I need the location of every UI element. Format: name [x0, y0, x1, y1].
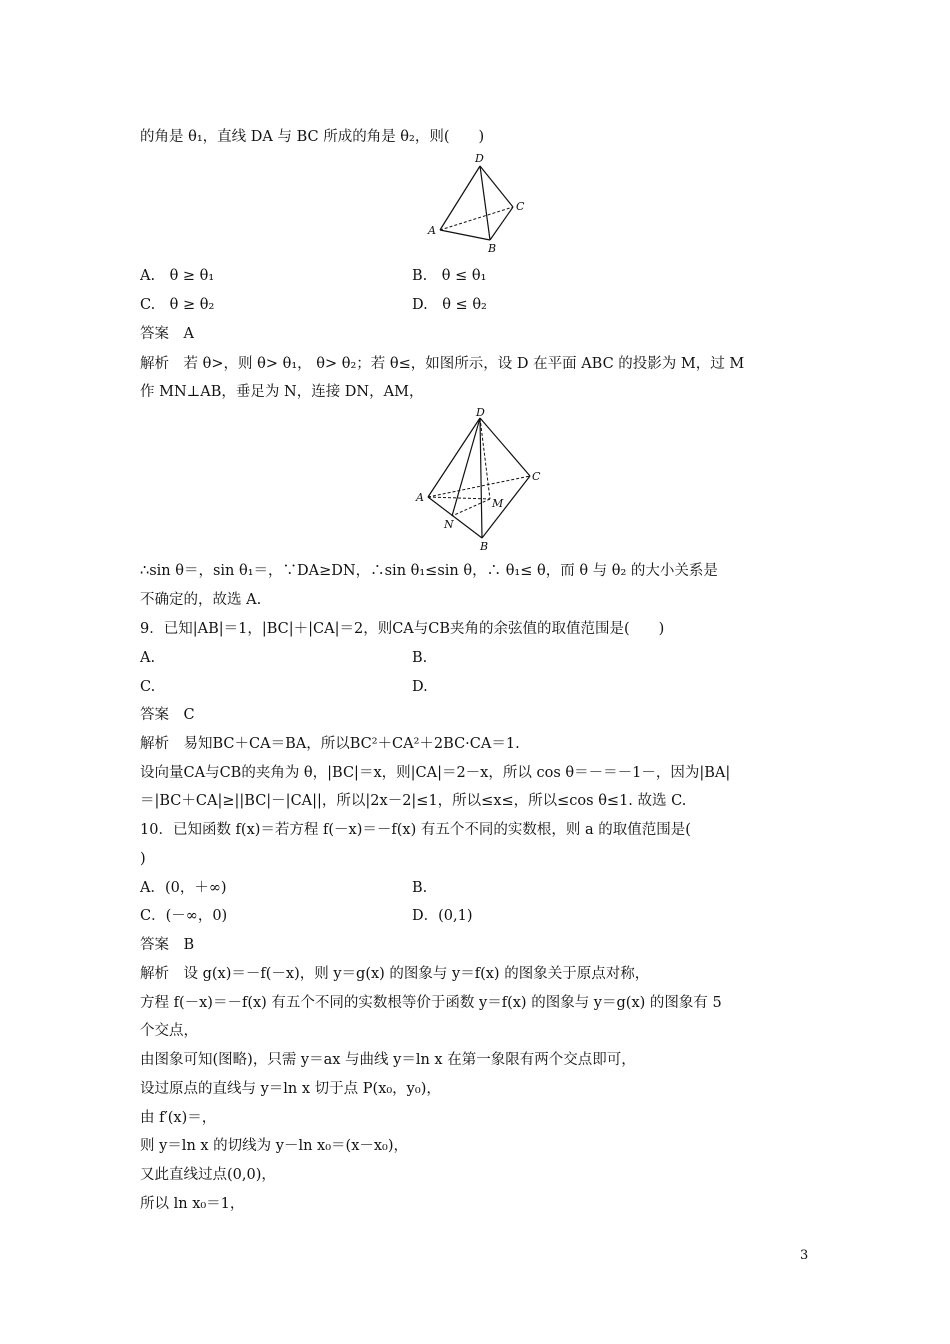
edge-AB: [428, 497, 482, 538]
text-line: 的角是 θ₁，直线 DA 与 BC 所成的角是 θ₂，则( ): [140, 129, 485, 145]
label-C: C: [532, 470, 541, 483]
edge-DB: [480, 418, 482, 538]
solution-line: ∴sin θ＝，sin θ₁＝，∵DA≥DN，∴sin θ₁≤sin θ，∴ θ₁≤ θ，而 θ 与 θ₂ 的大小关系是: [140, 563, 718, 579]
answer: 答案 B: [140, 937, 195, 953]
option-D: D．(0,1): [412, 908, 473, 924]
option-C: C．(－∞，0): [140, 908, 228, 924]
option-D: D.: [412, 679, 428, 695]
solution-line: 由 f′(x)＝，: [140, 1110, 217, 1126]
page-number: 3: [800, 1248, 809, 1263]
solution-line: 个交点，: [140, 1023, 198, 1039]
solution-line: 由图象可知(图略)，只需 y＝ax 与曲线 y＝ln x 在第一象限有两个交点即可，: [140, 1052, 636, 1068]
option-C: C. θ ≥ θ₂: [140, 297, 215, 313]
edge-AC-dashed: [428, 476, 530, 497]
label-D: D: [475, 152, 484, 165]
solution-line: 不确定的，故选 A.: [140, 592, 262, 608]
edge-DA: [428, 418, 480, 497]
option-C: C.: [140, 679, 156, 695]
solution-line: 解析 若 θ>，则 θ> θ₁， θ> θ₂；若 θ≤，如图所示，设 D 在平面 ABC 的投影为 M，过 M: [140, 356, 745, 372]
label-M: M: [492, 497, 504, 510]
label-A: A: [416, 491, 424, 504]
question-10: 10．已知函数 f(x)＝若方程 f(－x)＝－f(x) 有五个不同的实数根，则 a 的取值范围是(: [140, 822, 691, 838]
edge-DC: [480, 418, 530, 476]
edge-DA: [440, 166, 480, 230]
tetrahedron-projection-figure: [410, 404, 550, 554]
label-A: A: [428, 224, 436, 237]
solution-line: ＝|BC＋CA|≥||BC|－|CA||，所以|2x－2|≤1，所以≤x≤，所以≤cos θ≤1. 故选 C.: [140, 793, 687, 809]
edge-BC: [490, 207, 513, 240]
solution-line: 设过原点的直线与 y＝ln x 切于点 P(x₀，y₀)，: [140, 1081, 441, 1097]
edge-MN-dashed: [452, 499, 490, 516]
label-D: D: [476, 406, 485, 419]
solution-line: 所以 ln x₀＝1，: [140, 1196, 245, 1212]
solution-line: 解析 设 g(x)＝－f(－x)，则 y＝g(x) 的图象与 y＝f(x) 的图象关于原点对称，: [140, 966, 650, 982]
solution-line: 作 MN⊥AB，垂足为 N，连接 DN，AM，: [140, 384, 424, 400]
answer: 答案 A: [140, 326, 194, 342]
solution-line: 又此直线过点(0,0)，: [140, 1167, 276, 1183]
option-A: A．(0，＋∞): [140, 880, 227, 896]
solution-line: 则 y＝ln x 的切线为 y－ln x₀＝(x－x₀)，: [140, 1138, 409, 1154]
edge-AM-dashed: [428, 497, 490, 499]
option-A: A. θ ≥ θ₁: [140, 268, 215, 284]
solution-line: 解析 易知BC＋CA＝BA，所以BC²＋CA²＋2BC·CA＝1.: [140, 736, 520, 752]
option-D: D. θ ≤ θ₂: [412, 297, 487, 313]
question-10-cont: ): [140, 851, 146, 867]
edge-AB: [440, 230, 490, 240]
label-N: N: [444, 518, 454, 531]
label-C: C: [516, 200, 525, 213]
label-B: B: [480, 540, 489, 553]
question-9: 9．已知|AB|＝1，|BC|＋|CA|＝2，则CA与CB夹角的余弦值的取值范围是( ): [140, 621, 665, 637]
option-B: B. θ ≤ θ₁: [412, 268, 487, 284]
edge-AC-dashed: [440, 207, 513, 230]
edge-DN: [452, 418, 480, 516]
solution-line: 设向量CA与CB的夹角为 θ，|BC|＝x，则|CA|＝2－x，所以 cos θ＝－＝－1－，因为|BA|: [140, 765, 731, 781]
option-A: A.: [140, 650, 156, 666]
option-B: B.: [412, 650, 428, 666]
edge-BC: [482, 476, 530, 538]
answer: 答案 C: [140, 707, 195, 723]
tetrahedron-figure: [420, 152, 530, 257]
label-B: B: [488, 242, 497, 255]
option-B: B.: [412, 880, 428, 896]
solution-line: 方程 f(－x)＝－f(x) 有五个不同的实数根等价于函数 y＝f(x) 的图象与 y＝g(x) 的图象有 5: [140, 995, 722, 1011]
